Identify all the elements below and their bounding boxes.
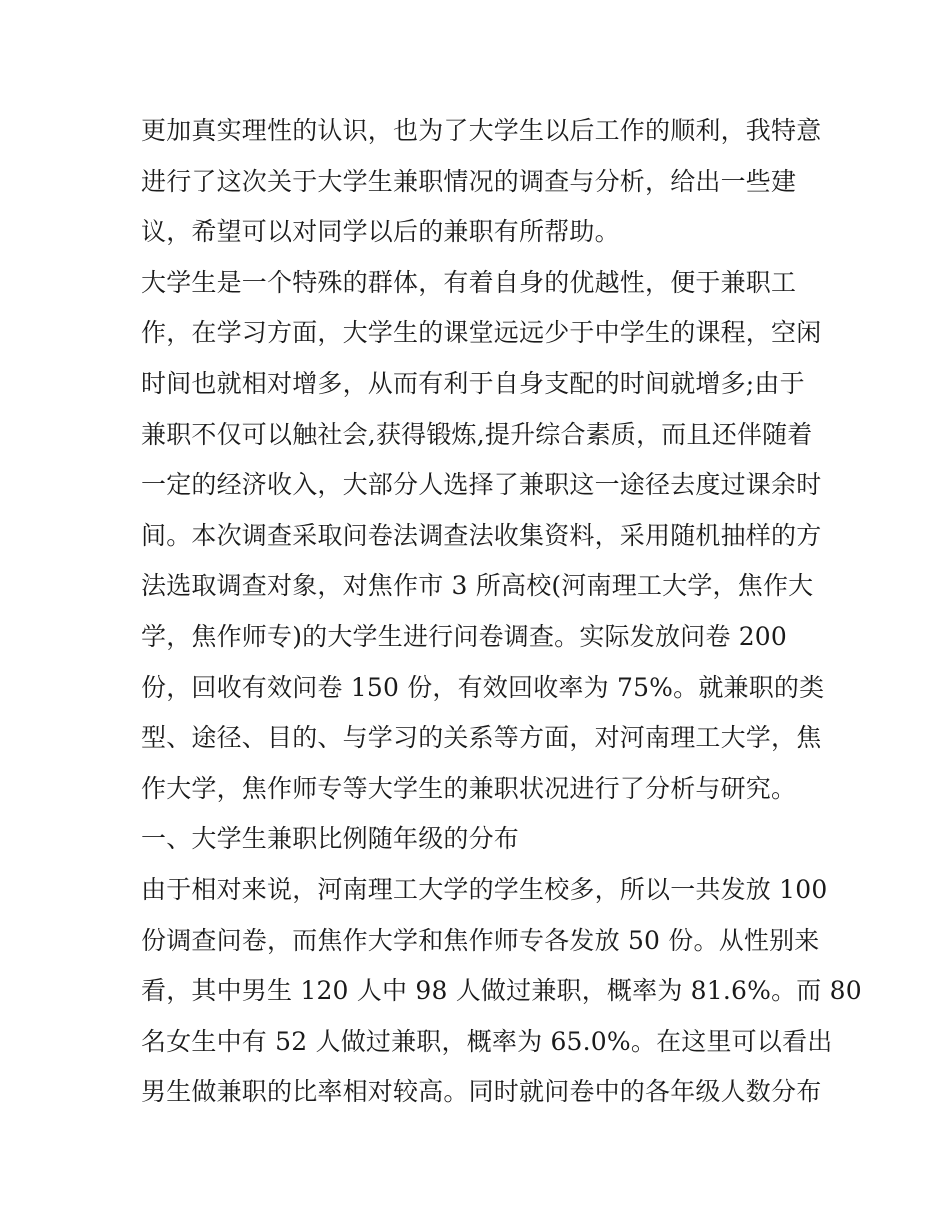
- text-line: 份调查问卷，而焦作大学和焦作师专各发放 50 份。从性别来: [141, 925, 820, 955]
- text-line: 看，其中男生 120 人中 98 人做过兼职，概率为 81.6%。而 80: [141, 976, 862, 1006]
- text-line: 进行了这次关于大学生兼职情况的调查与分析，给出一些建: [141, 166, 797, 196]
- text-line: 更加真实理性的认识，也为了大学生以后工作的顺利，我特意: [141, 116, 822, 145]
- text-line: 间。本次调查采取问卷法调查法收集资料，采用随机抽样的方: [141, 520, 822, 550]
- text-line: 名女生中有 52 人做过兼职，概率为 65.0%。在这里可以看出: [141, 1026, 833, 1056]
- text-line: 型、途径、目的、与学习的关系等方面，对河南理工大学，焦: [141, 723, 822, 753]
- text-line: 学，焦作师专)的大学生进行问卷调查。实际发放问卷 200: [141, 621, 788, 651]
- text-line: 法选取调查对象，对焦作市 3 所高校(河南理工大学，焦作大: [141, 571, 814, 601]
- text-line: 兼职不仅可以触社会,获得锻炼,提升综合素质，而且还伴随着: [141, 419, 813, 449]
- text-line: 大学生是一个特殊的群体，有着自身的优越性，便于兼职工: [141, 267, 797, 297]
- text-line: 由于相对来说，河南理工大学的学生校多，所以一共发放 100: [141, 874, 828, 904]
- text-line: 作大学，焦作师专等大学生的兼职状况进行了分析与研究。: [141, 773, 797, 803]
- body-text: [141, 106, 862, 1118]
- text-line: 份，回收有效问卷 150 份，有效回收率为 75%。就兼职的类: [141, 672, 825, 702]
- text-line: 一定的经济收入，大部分人选择了兼职这一途径去度过课余时: [141, 470, 822, 500]
- text-line: 议，希望可以对同学以后的兼职有所帮助。: [141, 217, 620, 247]
- text-line: 男生做兼职的比率相对较高。同时就问卷中的各年级人数分布: [141, 1077, 822, 1107]
- text-line: 作，在学习方面，大学生的课堂远远少于中学生的课程，空闲: [141, 318, 822, 348]
- text-line: 时间也就相对增多，从而有利于自身支配的时间就增多;由于: [141, 368, 805, 398]
- section-heading: 一、大学生兼职比例随年级的分布: [141, 824, 520, 854]
